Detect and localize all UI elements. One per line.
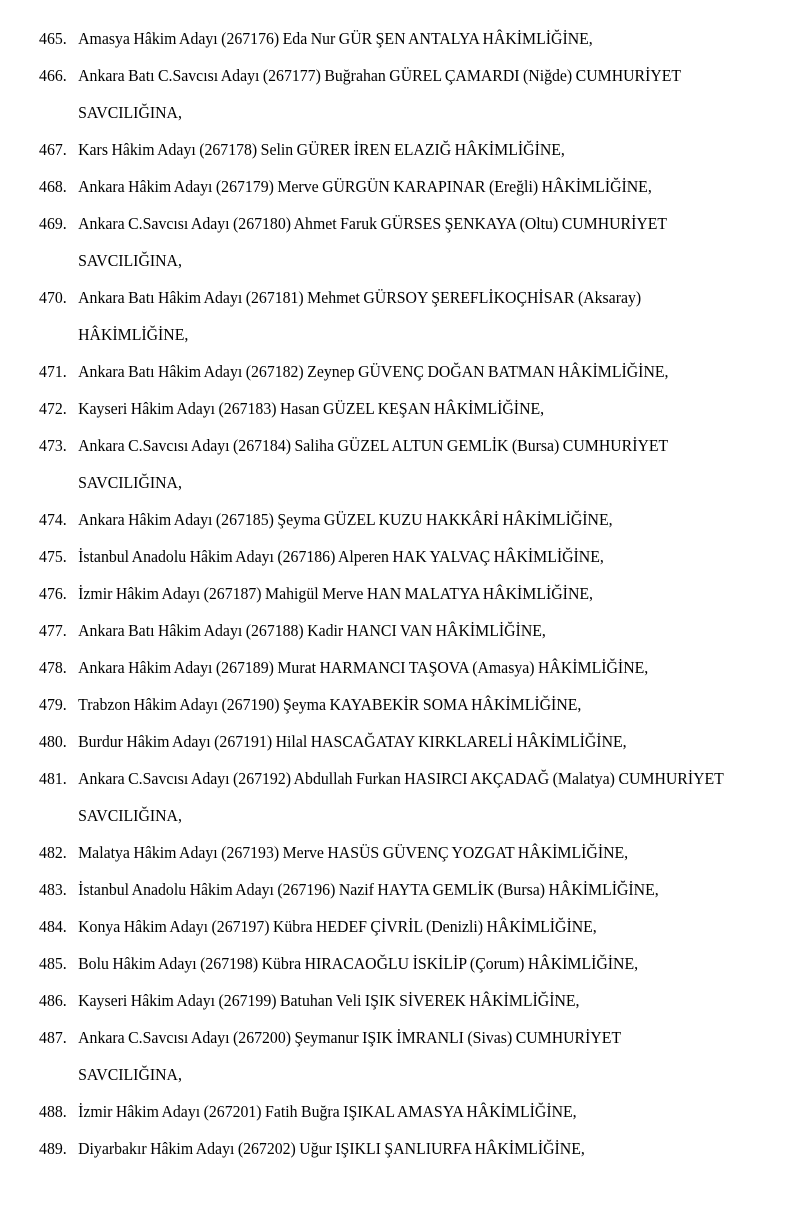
item-text: Ankara Batı C.Savcısı Adayı (267177) Buğrahan GÜREL ÇAMARDI (Niğde) CUMHURİYET SAVCILIĞINA, — [78, 66, 682, 122]
item-text: Ankara C.Savcısı Adayı (267200) Şeymanur IŞIK İMRANLI (Sivas) CUMHURİYET SAVCILIĞINA, — [78, 1028, 622, 1084]
item-text: İzmir Hâkim Adayı (267201) Fatih Buğra IŞIKAL AMASYA HÂKİMLİĞİNE, — [78, 1102, 577, 1121]
item-number: 477. — [39, 621, 67, 640]
item-number: 480. — [39, 732, 67, 751]
list-item — [0, 953, 742, 990]
item-text: İzmir Hâkim Adayı (267187) Mahigül Merve HAN MALATYA HÂKİMLİĞİNE, — [78, 584, 593, 603]
item-number: 468. — [39, 177, 67, 196]
item-text: Burdur Hâkim Adayı (267191) Hilal HASCAĞATAY KIRKLARELİ HÂKİMLİĞİNE, — [78, 732, 627, 751]
item-number: 471. — [39, 362, 67, 381]
item-text: İstanbul Anadolu Hâkim Adayı (267186) Alperen HAK YALVAÇ HÂKİMLİĞİNE, — [78, 547, 604, 566]
item-text: Diyarbakır Hâkim Adayı (267202) Uğur IŞIKLI ŞANLIURFA HÂKİMLİĞİNE, — [78, 1139, 585, 1158]
item-number: 478. — [39, 658, 67, 677]
item-number: 474. — [39, 510, 67, 529]
list-item — [0, 398, 742, 435]
item-text: Ankara Hâkim Adayı (267189) Murat HARMANCI TAŞOVA (Amasya) HÂKİMLİĞİNE, — [78, 658, 649, 677]
list-item — [0, 509, 742, 546]
list-item — [0, 28, 742, 65]
document-page — [0, 28, 798, 1175]
item-number: 482. — [39, 843, 67, 862]
item-number: 476. — [39, 584, 67, 603]
list-item — [0, 1138, 742, 1175]
item-text: Malatya Hâkim Adayı (267193) Merve HASÜS GÜVENÇ YOZGAT HÂKİMLİĞİNE, — [78, 843, 629, 862]
list-item — [0, 139, 742, 176]
item-number: 473. — [39, 436, 67, 455]
list-item — [0, 1027, 742, 1101]
item-text: Ankara Batı Hâkim Adayı (267181) Mehmet GÜRSOY ŞEREFLİKOÇHİSAR (Aksaray) HÂKİMLİĞİNE, — [78, 288, 642, 344]
item-number: 484. — [39, 917, 67, 936]
list-item — [0, 1101, 742, 1138]
item-text: Trabzon Hâkim Adayı (267190) Şeyma KAYABEKİR SOMA HÂKİMLİĞİNE, — [78, 695, 582, 714]
item-number: 483. — [39, 880, 67, 899]
item-number: 488. — [39, 1102, 67, 1121]
list-item — [0, 65, 742, 139]
item-number: 487. — [39, 1028, 67, 1047]
item-text: Kayseri Hâkim Adayı (267183) Hasan GÜZEL KEŞAN HÂKİMLİĞİNE, — [78, 399, 545, 418]
list-item — [0, 916, 742, 953]
list-item — [0, 213, 742, 287]
item-number: 469. — [39, 214, 67, 233]
list-item — [0, 361, 742, 398]
list-item — [0, 435, 742, 509]
item-text: Amasya Hâkim Adayı (267176) Eda Nur GÜR ŞEN ANTALYA HÂKİMLİĞİNE, — [78, 29, 593, 48]
item-number: 481. — [39, 769, 67, 788]
item-text: İstanbul Anadolu Hâkim Adayı (267196) Nazif HAYTA GEMLİK (Bursa) HÂKİMLİĞİNE, — [78, 880, 659, 899]
list-item — [0, 620, 742, 657]
item-text: Konya Hâkim Adayı (267197) Kübra HEDEF ÇİVRİL (Denizli) HÂKİMLİĞİNE, — [78, 917, 597, 936]
item-text: Ankara C.Savcısı Adayı (267192) Abdullah Furkan HASIRCI AKÇADAĞ (Malatya) CUMHURİYET SAVCILIĞINA, — [78, 769, 724, 825]
item-number: 486. — [39, 991, 67, 1010]
list-item — [0, 657, 742, 694]
list-item — [0, 176, 742, 213]
item-number: 466. — [39, 66, 67, 85]
list-item — [0, 546, 742, 583]
item-text: Ankara Hâkim Adayı (267179) Merve GÜRGÜN KARAPINAR (Ereğli) HÂKİMLİĞİNE, — [78, 177, 652, 196]
list-item — [0, 694, 742, 731]
item-text: Bolu Hâkim Adayı (267198) Kübra HIRACAOĞLU İSKİLİP (Çorum) HÂKİMLİĞİNE, — [78, 954, 639, 973]
item-number: 467. — [39, 140, 67, 159]
item-number: 475. — [39, 547, 67, 566]
item-text: Ankara Batı Hâkim Adayı (267188) Kadir HANCI VAN HÂKİMLİĞİNE, — [78, 621, 546, 640]
item-number: 470. — [39, 288, 67, 307]
item-number: 485. — [39, 954, 67, 973]
item-text: Kars Hâkim Adayı (267178) Selin GÜRER İREN ELAZIĞ HÂKİMLİĞİNE, — [78, 140, 565, 159]
item-text: Ankara C.Savcısı Adayı (267184) Saliha GÜZEL ALTUN GEMLİK (Bursa) CUMHURİYET SAVCILIĞINA, — [78, 436, 669, 492]
list-item — [0, 287, 742, 361]
list-item — [0, 990, 742, 1027]
list-item — [0, 879, 742, 916]
item-text: Ankara Batı Hâkim Adayı (267182) Zeynep GÜVENÇ DOĞAN BATMAN HÂKİMLİĞİNE, — [78, 362, 669, 381]
item-number: 465. — [39, 29, 67, 48]
list-item — [0, 842, 742, 879]
list-item — [0, 768, 742, 842]
list-item — [0, 583, 742, 620]
item-number: 489. — [39, 1139, 67, 1158]
list-item — [0, 731, 742, 768]
item-number: 479. — [39, 695, 67, 714]
item-text: Ankara Hâkim Adayı (267185) Şeyma GÜZEL KUZU HAKKÂRİ HÂKİMLİĞİNE, — [78, 510, 613, 529]
item-number: 472. — [39, 399, 67, 418]
item-text: Ankara C.Savcısı Adayı (267180) Ahmet Faruk GÜRSES ŞENKAYA (Oltu) CUMHURİYET SAVCILIĞINA, — [78, 214, 668, 270]
item-text: Kayseri Hâkim Adayı (267199) Batuhan Veli IŞIK SİVEREK HÂKİMLİĞİNE, — [78, 991, 580, 1010]
